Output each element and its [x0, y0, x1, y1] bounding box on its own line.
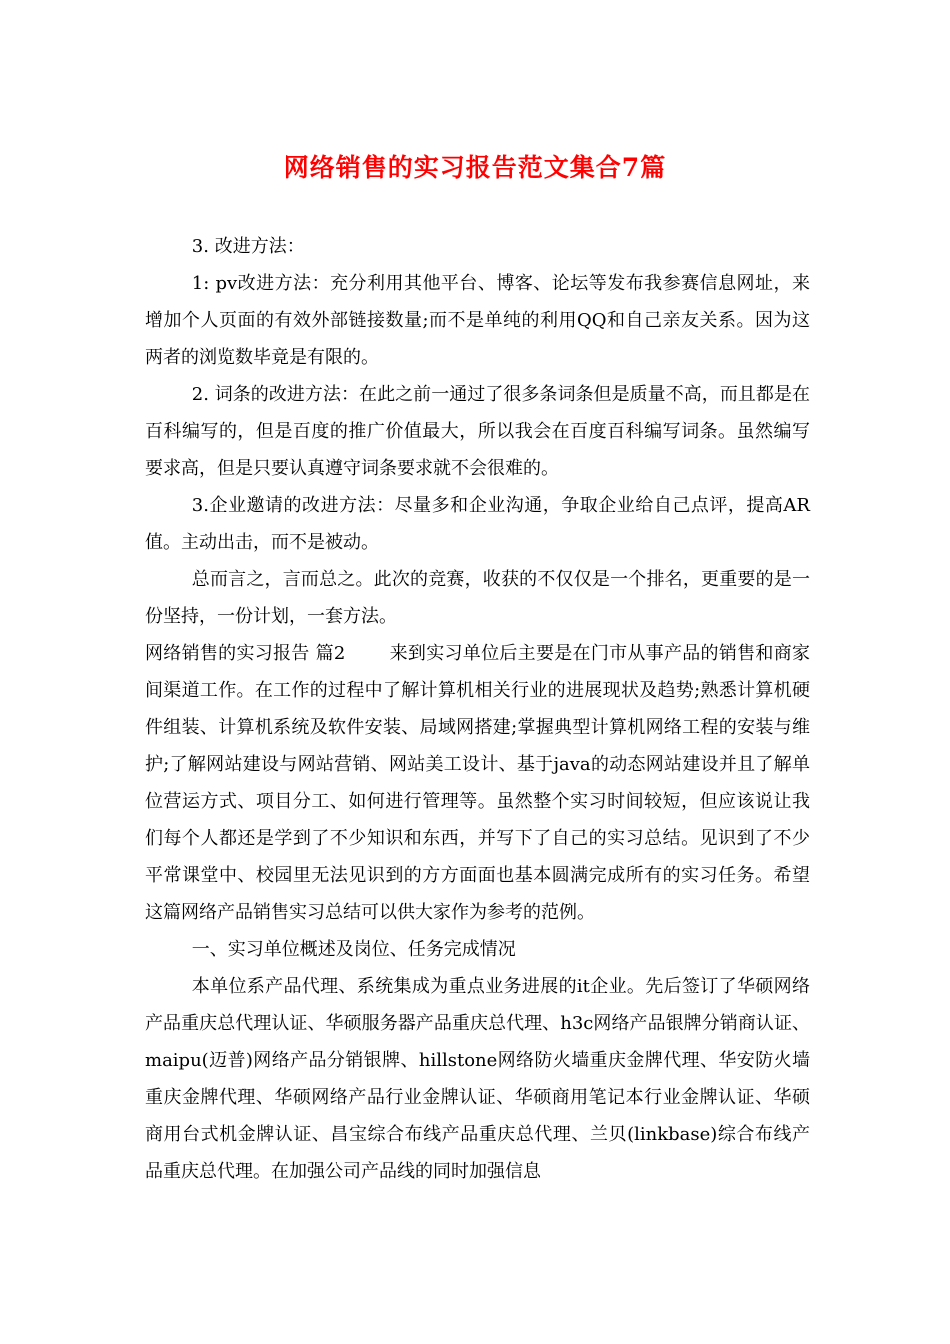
paragraph-pv-method: 1: pv改进方法：充分利用其他平台、博客、论坛等发布我参赛信息网址，来增加个人页面的有效外部链接数量;而不是单纯的利用QQ和自己亲友关系。因为这两者的浏览数毕竟是有限的。: [145, 273, 810, 368]
subheading: 一、实习单位概述及岗位、任务完成情况: [191, 939, 516, 960]
section2-paragraph: [145, 635, 810, 931]
section2-heading: 网络销售的实习报告 篇2: [145, 643, 346, 664]
document-body: [145, 228, 810, 1190]
document-title: 网络销售的实习报告范文集合7篇: [283, 153, 667, 182]
paragraph-entry-method: 2. 词条的改进方法：在此之前一通过了很多条词条但是质量不高，而且都是在百科编写的，但是百度的推广价值最大，所以我会在百度百科编写词条。虽然编写要求高，但是只要认真遵守词条要求就不会很难的。: [145, 384, 810, 479]
paragraph-company-overview: 本单位系产品代理、系统集成为重点业务进展的it企业。先后签订了华硕网络产品重庆总代理认证、华硕服务器产品重庆总代理、h3c网络产品银牌分销商认证、maipu(迈普)网络产品分销银牌、hillstone网络防火墙重庆金牌代理、华安防火墙重庆金牌代理、华硕网络产品行业金牌认证、华硕商用笔记本行业金牌认证、华硕商用台式机金牌认证、昌宝综合布线产品重庆总代理、兰贝(linkbase)综合布线产品重庆总代理。在加强公司产品线的同时加强信息: [145, 976, 810, 1182]
paragraph-conclusion: 总而言之，言而总之。此次的竞赛，收获的不仅仅是一个排名，更重要的是一份坚持，一份计划，一套方法。: [145, 569, 810, 627]
section2-text: 来到实习单位后主要是在门市从事产品的销售和商家间渠道工作。在工作的过程中了解计算机相关行业的进展现状及趋势;熟悉计算机硬件组装、计算机系统及软件安装、局域网搭建;掌握典型计算机网络工程的安装与维护;了解网站建设与网站营销、网站美工设计、基于java的动态网站建设并且了解单位营运方式、项目分工、如何进行管理等。虽然整个实习时间较短，但应该说让我们每个人都还是学到了不少知识和东西，并写下了自己的实习总结。见识到了不少平常课堂中、校园里无法见识到的方方面面也基本圆满完成所有的实习任务。希望这篇网络产品销售实习总结可以供大家作为参考的范例。: [145, 643, 810, 923]
paragraph-improvement-methods: 3. 改进方法：: [191, 236, 305, 257]
paragraph-enterprise-method: 3.企业邀请的改进方法：尽量多和企业沟通，争取企业给自己点评，提高AR值。主动出击，而不是被动。: [145, 495, 810, 553]
